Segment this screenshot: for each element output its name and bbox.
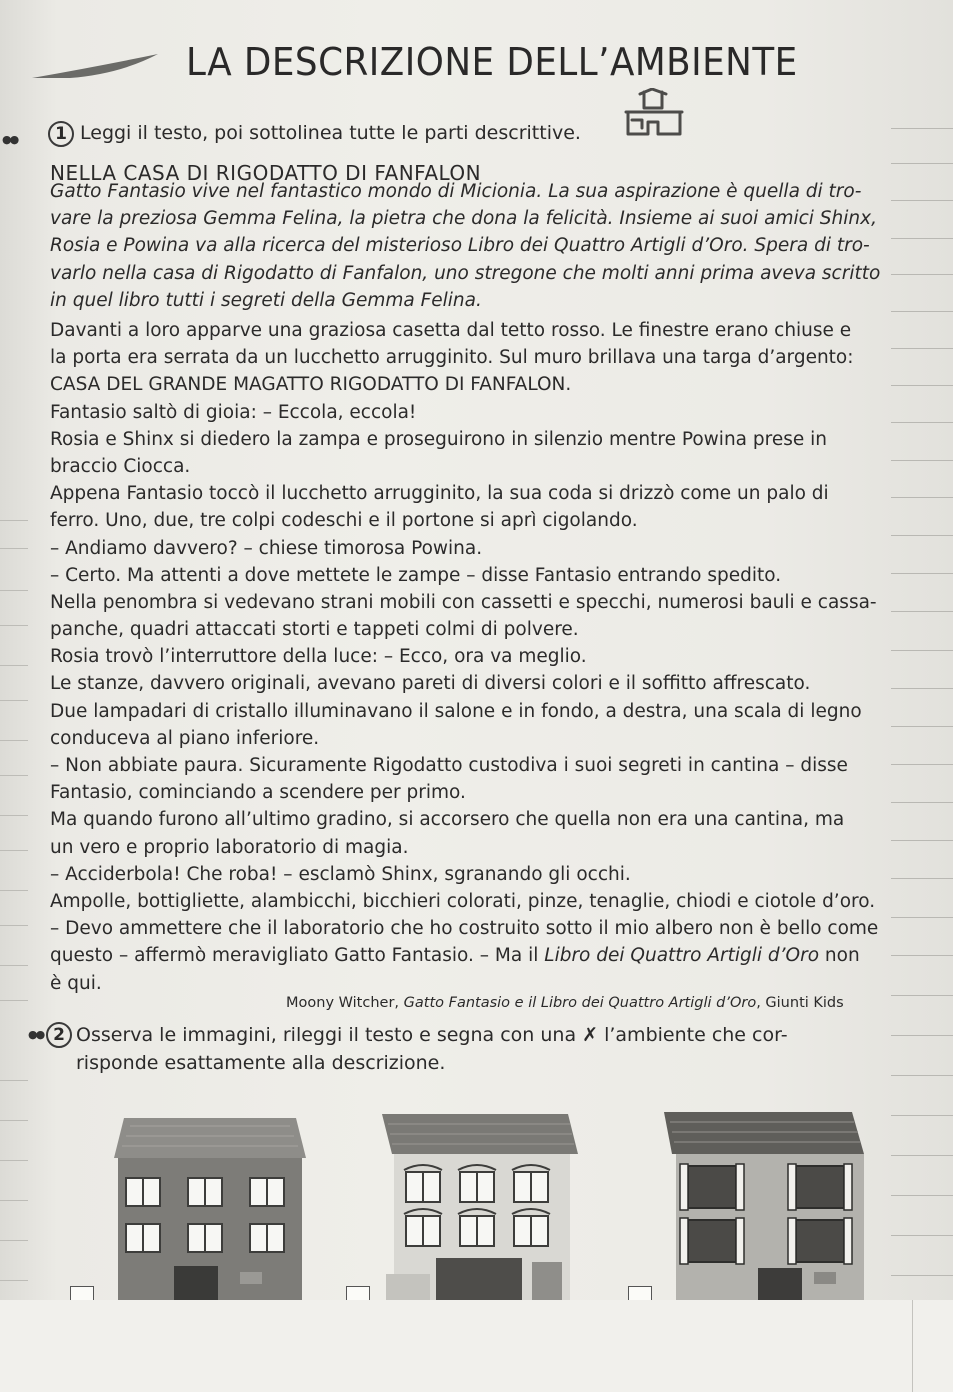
body-line: Ampolle, bottigliette, alambicchi, bicchieri colorati, pinze, tenaglie, chiodi e ciotole d’oro. (50, 890, 876, 912)
body-line: CASA DEL GRANDE MAGATTO RIGODATTO DI FANFALON. (50, 374, 572, 396)
last-line-post: non (819, 945, 860, 967)
exercise-2-instruction-line1: Osserva le immagini, rileggi il testo e segna con una ✗ l’ambiente che cor- (76, 1024, 788, 1046)
body-line: Due lampadari di cristallo illuminavano il salone e in fondo, a destra, una scala di legno (50, 700, 862, 722)
body-line: Rosia e Shinx si diedero la zampa e proseguirono in silenzio mentre Powina prese in (50, 428, 827, 450)
body-line: Appena Fantasio toccò il lucchetto arrugginito, la sua coda si drizzò come un palo di (50, 483, 829, 505)
source-citation (286, 995, 844, 1011)
intro-line: in quel libro tutti i segreti della Gemma Felina. (50, 289, 482, 311)
body-line: la porta era serrata da un lucchetto arrugginito. Sul muro brillava una targa d’argento: (50, 347, 854, 369)
body-line: Fantasio saltò di gioia: – Eccola, eccola! (50, 401, 417, 423)
exercise-number-1: 1 (48, 121, 74, 147)
title-swoosh-decoration (30, 52, 160, 82)
body-line: Ma quando furono all’ultimo gradino, si accorsero che quella non era una cantina, ma (50, 809, 845, 831)
body-line: conduceva al piano inferiore. (50, 727, 320, 749)
exercise-2-instruction-line2: risponde esattamente alla descrizione. (76, 1052, 446, 1074)
body-line: Nella penombra si vedevano strani mobili con cassetti e specchi, numerosi bauli e cassa- (50, 591, 877, 613)
difficulty-dots: ●● (2, 133, 18, 146)
page-bottom-margin (0, 1300, 953, 1392)
body-line: Le stanze, davvero originali, avevano pareti di diversi colori e il soffitto affrescato. (50, 673, 811, 695)
body-line: panche, quadri attaccati storti e tappeti colmi di polvere. (50, 619, 579, 641)
body-line: – Acciderbola! Che roba! – esclamò Shinx, sgranando gli occhi. (50, 863, 631, 885)
body-line: Rosia trovò l’interruttore della luce: – Ecco, ora va meglio. (50, 646, 587, 668)
story-intro (50, 178, 881, 314)
body-line: – Certo. Ma attenti a dove mettete le zampe – disse Fantasio entrando spedito. (50, 564, 782, 586)
book-title-inline: Libro dei Quattro Artigli d’Oro (544, 945, 820, 967)
difficulty-dots: ●● (28, 1028, 44, 1041)
story-body (50, 317, 879, 997)
house-shutters-image (664, 1108, 874, 1303)
page-title: LA DESCRIZIONE DELL’AMBIENTE (186, 40, 798, 84)
last-line-pre: questo – affermò meravigliato Gatto Fantasio. – Ma il (50, 945, 545, 967)
intro-line: Rosia e Powina va alla ricerca del misterioso Libro dei Quattro Artigli d’Oro. Spera di tro- (50, 235, 870, 257)
body-line: – Devo ammettere che il laboratorio che ho costruito sotto il mio albero non è bello come (50, 918, 879, 940)
intro-line: varlo nella casa di Rigodatto di Fanfalon, uno stregone che molti anni prima aveva scritto (50, 262, 881, 284)
body-line: è qui. (50, 972, 102, 994)
body-line: Fantasio, cominciando a scendere per primo. (50, 782, 466, 804)
right-margin-lines (885, 0, 953, 1392)
body-line: ferro. Uno, due, tre colpi codeschi e il portone si aprì cigolando. (50, 510, 638, 532)
house-logo-icon (622, 88, 688, 140)
source-author: Moony Witcher, (286, 995, 404, 1011)
body-line: Davanti a loro apparve una graziosa casetta dal tetto rosso. Le finestre erano chiuse e (50, 320, 852, 341)
intro-line: vare la preziosa Gemma Felina, la pietra che dona la felicità. Insieme ai suoi amici Shinx, (50, 208, 877, 230)
body-line: un vero e proprio laboratorio di magia. (50, 836, 409, 858)
body-line-mixed (50, 942, 860, 969)
story-title: NELLA CASA DI RIGODATTO DI FANFALON (50, 161, 482, 185)
body-line: – Non abbiate paura. Sicuramente Rigodatto custodiva i suoi segreti in cantina – disse (50, 755, 848, 776)
source-book: Gatto Fantasio e il Libro dei Quattro Artigli d’Oro (403, 995, 757, 1011)
exercise-number-2: 2 (46, 1022, 72, 1048)
house-arched-windows-image (382, 1108, 582, 1303)
house-plain-image (110, 1108, 310, 1303)
body-line: braccio Ciocca. (50, 455, 191, 477)
exercise-1-instruction: Leggi il testo, poi sottolinea tutte le parti descrittive. (80, 122, 581, 144)
left-margin-lines (0, 0, 40, 1392)
intro-line: Gatto Fantasio vive nel fantastico mondo di Micionia. La sua aspirazione è quella di tro- (50, 181, 862, 202)
source-publisher: , Giunti Kids (756, 995, 844, 1011)
body-line: – Andiamo davvero? – chiese timorosa Powina. (50, 537, 483, 559)
